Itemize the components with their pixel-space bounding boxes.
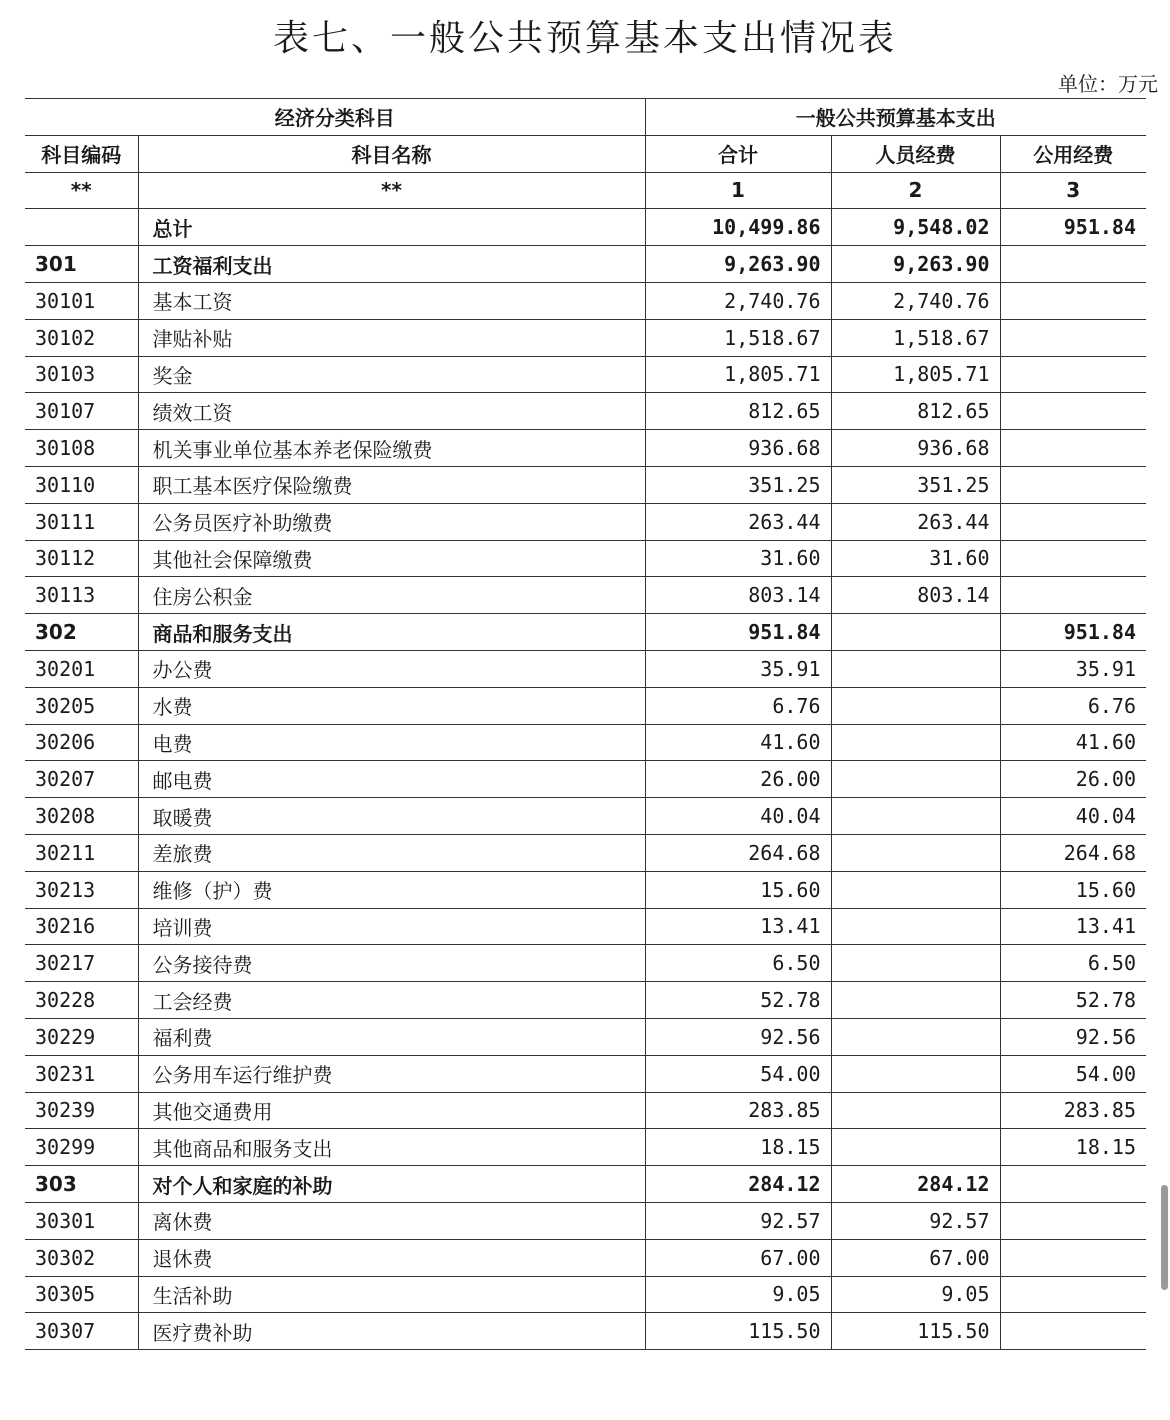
- row-name: 绩效工资: [138, 393, 645, 430]
- row-personnel: [831, 1055, 1000, 1092]
- row-personnel: [831, 650, 1000, 687]
- row-total: 92.56: [645, 1018, 831, 1055]
- row-public: [1000, 1276, 1146, 1313]
- row-name: 津贴补贴: [138, 319, 645, 356]
- row-public: [1000, 540, 1146, 577]
- row-name: 商品和服务支出: [138, 614, 645, 651]
- row-total: 951.84: [645, 614, 831, 651]
- row-public: 35.91: [1000, 650, 1146, 687]
- row-personnel: [831, 687, 1000, 724]
- row-personnel: [831, 908, 1000, 945]
- row-name: 公务员医疗补助缴费: [138, 503, 645, 540]
- header-name: 科目名称: [138, 135, 645, 172]
- row-public: 92.56: [1000, 1018, 1146, 1055]
- row-public: 264.68: [1000, 834, 1146, 871]
- row-personnel: 263.44: [831, 503, 1000, 540]
- table-row: [25, 1313, 1146, 1350]
- row-personnel: 67.00: [831, 1239, 1000, 1276]
- row-personnel: 1,805.71: [831, 356, 1000, 393]
- row-name: 住房公积金: [138, 577, 645, 614]
- row-total: 26.00: [645, 761, 831, 798]
- header-personnel: 人员经费: [831, 135, 1000, 172]
- row-code: 30102: [25, 319, 138, 356]
- row-total: 1,518.67: [645, 319, 831, 356]
- row-total: 283.85: [645, 1092, 831, 1129]
- row-code: 30307: [25, 1313, 138, 1350]
- row-code: 30301: [25, 1202, 138, 1239]
- row-public: 41.60: [1000, 724, 1146, 761]
- row-total: 54.00: [645, 1055, 831, 1092]
- row-public: 40.04: [1000, 798, 1146, 835]
- row-total: 52.78: [645, 982, 831, 1019]
- unit-label: 单位：万元: [1058, 72, 1158, 96]
- row-public: [1000, 246, 1146, 283]
- row-public: 26.00: [1000, 761, 1146, 798]
- row-name: 医疗费补助: [138, 1313, 645, 1350]
- row-name: 公务用车运行维护费: [138, 1055, 645, 1092]
- row-public: 951.84: [1000, 614, 1146, 651]
- row-code: 30299: [25, 1129, 138, 1166]
- row-total: 41.60: [645, 724, 831, 761]
- row-name: 办公费: [138, 650, 645, 687]
- row-personnel: [831, 798, 1000, 835]
- row-total: 9.05: [645, 1276, 831, 1313]
- row-name: 培训费: [138, 908, 645, 945]
- table-row: [25, 1166, 1146, 1203]
- table-row: [25, 466, 1146, 503]
- row-public: [1000, 1166, 1146, 1203]
- row-total: 803.14: [645, 577, 831, 614]
- row-personnel: 2,740.76: [831, 282, 1000, 319]
- page-title: 表七、一般公共预算基本支出情况表: [272, 18, 897, 59]
- row-name: 退休费: [138, 1239, 645, 1276]
- header-public: 公用经费: [1000, 135, 1146, 172]
- row-name: 基本工资: [138, 282, 645, 319]
- row-total: 936.68: [645, 430, 831, 467]
- table-row: [25, 282, 1146, 319]
- row-public: [1000, 393, 1146, 430]
- row-total: 351.25: [645, 466, 831, 503]
- row-name: 奖金: [138, 356, 645, 393]
- row-code: 30108: [25, 430, 138, 467]
- row-code: 30112: [25, 540, 138, 577]
- row-total: 10,499.86: [645, 209, 831, 246]
- row-name: 对个人和家庭的补助: [138, 1166, 645, 1203]
- table-row: [25, 614, 1146, 651]
- row-code: 30201: [25, 650, 138, 687]
- row-public: [1000, 319, 1146, 356]
- row-public: [1000, 1239, 1146, 1276]
- table-row: [25, 1276, 1146, 1313]
- table-row: [25, 908, 1146, 945]
- row-name: 公务接待费: [138, 945, 645, 982]
- row-personnel: 9,548.02: [831, 209, 1000, 246]
- row-personnel: [831, 761, 1000, 798]
- row-code: 30216: [25, 908, 138, 945]
- row-code: 30231: [25, 1055, 138, 1092]
- row-public: 13.41: [1000, 908, 1146, 945]
- table-row: [25, 1092, 1146, 1129]
- row-name: 其他交通费用: [138, 1092, 645, 1129]
- row-code: [25, 209, 138, 246]
- row-total: 9,263.90: [645, 246, 831, 283]
- table-row: [25, 1202, 1146, 1239]
- table-row: [25, 798, 1146, 835]
- row-total: 264.68: [645, 834, 831, 871]
- row-code: 30213: [25, 871, 138, 908]
- row-code: 302: [25, 614, 138, 651]
- row-personnel: [831, 945, 1000, 982]
- row-total: 284.12: [645, 1166, 831, 1203]
- row-total: 812.65: [645, 393, 831, 430]
- row-personnel: 9.05: [831, 1276, 1000, 1313]
- index-personnel: 2: [831, 172, 1000, 209]
- row-public: [1000, 1313, 1146, 1350]
- row-code: 30205: [25, 687, 138, 724]
- row-public: 54.00: [1000, 1055, 1146, 1092]
- header-group-left: 经济分类科目: [25, 99, 645, 136]
- row-total: 6.50: [645, 945, 831, 982]
- row-name: 差旅费: [138, 834, 645, 871]
- row-code: 30305: [25, 1276, 138, 1313]
- row-name: 生活补助: [138, 1276, 645, 1313]
- row-name: 邮电费: [138, 761, 645, 798]
- row-name: 电费: [138, 724, 645, 761]
- row-total: 6.76: [645, 687, 831, 724]
- row-name: 维修（护）费: [138, 871, 645, 908]
- row-name: 取暖费: [138, 798, 645, 835]
- table-row: [25, 724, 1146, 761]
- table-row: [25, 945, 1146, 982]
- row-name: 职工基本医疗保险缴费: [138, 466, 645, 503]
- row-personnel: 803.14: [831, 577, 1000, 614]
- row-public: [1000, 466, 1146, 503]
- header-group-right: 一般公共预算基本支出: [645, 99, 1146, 136]
- row-code: 30239: [25, 1092, 138, 1129]
- row-public: 951.84: [1000, 209, 1146, 246]
- row-code: 30113: [25, 577, 138, 614]
- row-personnel: [831, 1129, 1000, 1166]
- row-public: [1000, 282, 1146, 319]
- row-code: 30228: [25, 982, 138, 1019]
- table-row: [25, 1129, 1146, 1166]
- row-code: 301: [25, 246, 138, 283]
- row-public: 283.85: [1000, 1092, 1146, 1129]
- row-name: 机关事业单位基本养老保险缴费: [138, 430, 645, 467]
- budget-table: [25, 98, 1146, 1350]
- row-total: 92.57: [645, 1202, 831, 1239]
- table-row: [25, 319, 1146, 356]
- row-name: 离休费: [138, 1202, 645, 1239]
- row-total: 35.91: [645, 650, 831, 687]
- row-personnel: [831, 834, 1000, 871]
- header-code: 科目编码: [25, 135, 138, 172]
- row-public: [1000, 356, 1146, 393]
- row-code: 30110: [25, 466, 138, 503]
- row-personnel: 284.12: [831, 1166, 1000, 1203]
- index-name: **: [138, 172, 645, 209]
- row-code: 30111: [25, 503, 138, 540]
- row-personnel: [831, 1092, 1000, 1129]
- row-public: [1000, 503, 1146, 540]
- table-row: [25, 540, 1146, 577]
- table-row: [25, 761, 1146, 798]
- row-personnel: [831, 982, 1000, 1019]
- row-code: 30206: [25, 724, 138, 761]
- row-public: 52.78: [1000, 982, 1146, 1019]
- header-group-row: [25, 99, 1146, 136]
- row-code: 303: [25, 1166, 138, 1203]
- row-personnel: [831, 871, 1000, 908]
- table-row: [25, 834, 1146, 871]
- row-code: 30229: [25, 1018, 138, 1055]
- table-row: [25, 503, 1146, 540]
- row-code: 30217: [25, 945, 138, 982]
- header-total: 合计: [645, 135, 831, 172]
- table-row: [25, 1055, 1146, 1092]
- index-code: **: [25, 172, 138, 209]
- row-name: 水费: [138, 687, 645, 724]
- row-name: 工资福利支出: [138, 246, 645, 283]
- table-row: [25, 577, 1146, 614]
- row-name: 总计: [138, 209, 645, 246]
- row-personnel: 936.68: [831, 430, 1000, 467]
- row-total: 15.60: [645, 871, 831, 908]
- row-total: 263.44: [645, 503, 831, 540]
- row-public: 15.60: [1000, 871, 1146, 908]
- row-personnel: 812.65: [831, 393, 1000, 430]
- row-personnel: 1,518.67: [831, 319, 1000, 356]
- table-row: [25, 246, 1146, 283]
- table-row: [25, 982, 1146, 1019]
- row-code: 30207: [25, 761, 138, 798]
- row-personnel: 115.50: [831, 1313, 1000, 1350]
- row-total: 1,805.71: [645, 356, 831, 393]
- row-total: 67.00: [645, 1239, 831, 1276]
- table-row: [25, 1239, 1146, 1276]
- row-public: [1000, 577, 1146, 614]
- row-name: 工会经费: [138, 982, 645, 1019]
- header-index-row: [25, 172, 1146, 209]
- table-row: [25, 356, 1146, 393]
- row-code: 30211: [25, 834, 138, 871]
- row-total: 18.15: [645, 1129, 831, 1166]
- scrollbar-thumb[interactable]: [1161, 1185, 1168, 1290]
- row-public: [1000, 1202, 1146, 1239]
- row-total: 115.50: [645, 1313, 831, 1350]
- row-personnel: [831, 614, 1000, 651]
- row-personnel: 31.60: [831, 540, 1000, 577]
- row-personnel: 351.25: [831, 466, 1000, 503]
- row-name: 福利费: [138, 1018, 645, 1055]
- row-public: [1000, 430, 1146, 467]
- row-personnel: 9,263.90: [831, 246, 1000, 283]
- index-public: 3: [1000, 172, 1146, 209]
- table-row: [25, 1018, 1146, 1055]
- index-total: 1: [645, 172, 831, 209]
- table-row: [25, 393, 1146, 430]
- row-personnel: [831, 1018, 1000, 1055]
- row-total: 40.04: [645, 798, 831, 835]
- header-column-row: [25, 135, 1146, 172]
- row-code: 30302: [25, 1239, 138, 1276]
- row-total: 31.60: [645, 540, 831, 577]
- row-personnel: 92.57: [831, 1202, 1000, 1239]
- table-row: [25, 209, 1146, 246]
- row-public: 6.76: [1000, 687, 1146, 724]
- row-code: 30103: [25, 356, 138, 393]
- row-public: 18.15: [1000, 1129, 1146, 1166]
- row-public: 6.50: [1000, 945, 1146, 982]
- row-total: 13.41: [645, 908, 831, 945]
- table-row: [25, 650, 1146, 687]
- row-name: 其他商品和服务支出: [138, 1129, 645, 1166]
- table-row: [25, 430, 1146, 467]
- table-row: [25, 687, 1146, 724]
- row-name: 其他社会保障缴费: [138, 540, 645, 577]
- row-code: 30107: [25, 393, 138, 430]
- row-personnel: [831, 724, 1000, 761]
- row-code: 30208: [25, 798, 138, 835]
- row-total: 2,740.76: [645, 282, 831, 319]
- table-row: [25, 871, 1146, 908]
- row-code: 30101: [25, 282, 138, 319]
